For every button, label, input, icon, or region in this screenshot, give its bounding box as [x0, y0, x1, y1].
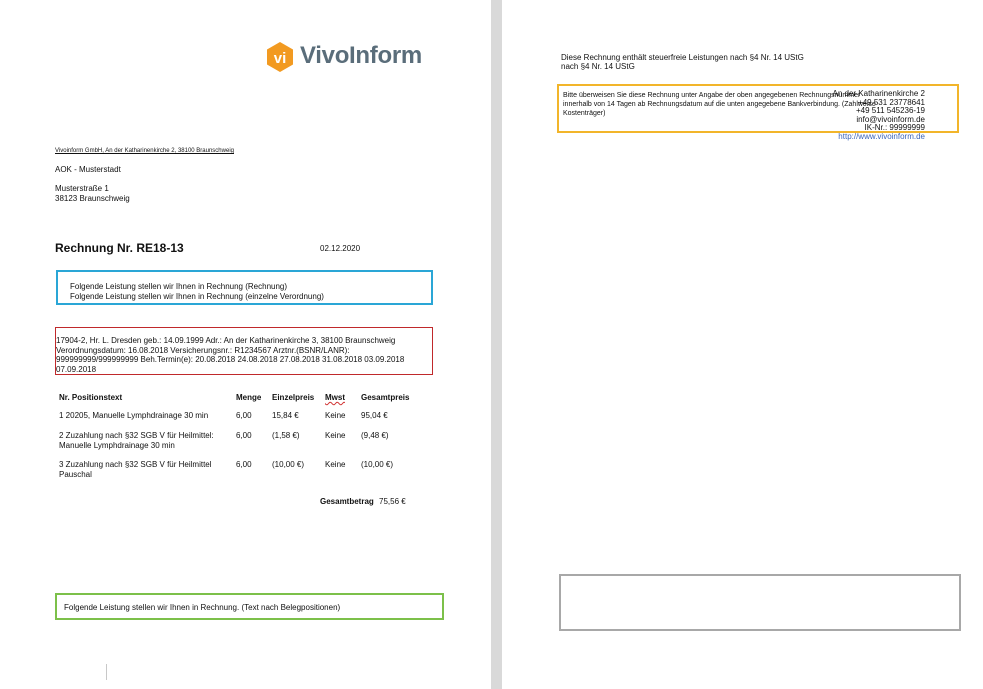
address-ik-number: IK-Nr.: 99999999	[864, 123, 925, 133]
payment-note-box[interactable]	[557, 84, 959, 133]
row-3-mwst: Keine	[325, 460, 346, 469]
payment-note-line-3: Kostenträger)	[563, 110, 606, 117]
service-text-box[interactable]	[56, 270, 433, 305]
row-1-menge: 6,00	[236, 411, 252, 420]
row-2-text-line-2: Manuelle Lymphdrainage 30 min	[59, 441, 175, 450]
row-3-menge: 6,00	[236, 460, 252, 469]
invoice-date: 02.12.2020	[320, 244, 361, 253]
row-1-text: 1 20205, Manuelle Lymphdrainage 30 min	[59, 411, 209, 420]
row-2-gesamtpreis: (9,48 €)	[361, 431, 389, 440]
tax-note-line-1: Diese Rechnung enthält steuerfreie Leistungen nach §4 Nr. 14 UStG	[561, 53, 804, 62]
service-text-line-1: Folgende Leistung stellen wir Ihnen in Rechnung (Rechnung)	[70, 282, 288, 291]
position-text: Folgende Leistung stellen wir Ihnen in Rechnung. (Text nach Belegpositionen)	[64, 603, 341, 612]
address-website-link[interactable]: http://www.vivoinform.de	[838, 131, 925, 141]
prescription-line-4: 07.09.2018	[56, 364, 97, 374]
row-2-text-line-1: 2 Zuzahlung nach §32 SGB V für Heilmittel:	[59, 431, 214, 440]
address-phone-2: +49 511 545236-19	[855, 106, 925, 116]
payment-note-line-1: Bitte überweisen Sie diese Rechnung unter Angabe der oben angegebenen Rechnungsnummer	[563, 92, 861, 99]
total-value: 75,56 €	[379, 497, 406, 506]
header-mwst: Mwst	[325, 393, 345, 402]
prescription-line-3: 999999999/999999999 Beh.Termin(e): 20.08.2018 24.08.2018 27.08.2018 31.08.2018 03.09.2018	[56, 355, 405, 364]
row-3-text-line-1: 3 Zuzahlung nach §32 SGB V für Heilmittel	[59, 460, 212, 469]
recipient-city: 38123 Braunschweig	[55, 194, 130, 203]
header-einzelpreis: Einzelpreis	[272, 393, 315, 402]
header-menge: Menge	[236, 393, 262, 402]
logo-brand-name: VivoInform	[300, 42, 422, 69]
recipient-name: AOK - Musterstadt	[55, 165, 121, 174]
prescription-line-2: Verordnungsdatum: 16.08.2018 Versicherungsnr.: R1234567 Arztnr.(BSNR/LANR):	[56, 345, 350, 355]
sender-line: Vivoinform GmbH, An der Katharinenkirche 2, 38100 Braunschweig	[55, 148, 234, 154]
header-positionstext: Nr. Positionstext	[59, 393, 123, 402]
vivoinform-logo-icon	[265, 42, 295, 72]
address-email: info@vivoinform.de	[856, 114, 925, 124]
recipient-street: Musterstraße 1	[55, 184, 109, 193]
address-street: An der Katharinenkirche 2	[832, 89, 925, 98]
service-text-line-2: Folgende Leistung stellen wir Ihnen in Rechnung (einzelne Verordnung)	[70, 291, 324, 301]
address-phone-1: +49 531 23778641	[858, 97, 925, 107]
tax-note	[561, 53, 804, 71]
empty-footer-box[interactable]	[559, 574, 961, 631]
prescription-line-1: 17904-2, Hr. L. Dresden geb.: 14.09.1999 Adr.: An der Katharinenkirche 3, 38100 Braunschweig	[56, 336, 396, 345]
header-gesamtpreis: Gesamtpreis	[361, 393, 410, 402]
payment-note-line-2: innerhalb von 14 Tagen ab Rechnungsdatum auf die unten angegebene Bankverbindung. (Zahlweise	[563, 101, 876, 108]
tax-note-line-2: nach §4 Nr. 14 UStG	[561, 62, 635, 71]
position-text-box[interactable]	[55, 593, 444, 620]
text-cursor	[106, 664, 107, 680]
row-1-gesamtpreis: 95,04 €	[361, 411, 388, 420]
row-2-menge: 6,00	[236, 431, 252, 440]
invoice-title: Rechnung Nr. RE18-13	[55, 241, 184, 255]
row-1-einzelpreis: 15,84 €	[272, 411, 299, 420]
row-2-mwst: Keine	[325, 431, 346, 440]
prescription-details-box[interactable]	[55, 327, 433, 375]
row-3-text-line-2: Pauschal	[59, 470, 92, 479]
row-2-einzelpreis: (1,58 €)	[272, 431, 300, 440]
row-3-gesamtpreis: (10,00 €)	[361, 460, 394, 469]
total-label: Gesamtbetrag	[320, 497, 374, 506]
row-1-mwst: Keine	[325, 411, 346, 420]
row-3-einzelpreis: (10,00 €)	[272, 460, 305, 469]
page-gutter	[491, 0, 502, 689]
logo-mark: vi	[273, 50, 287, 67]
